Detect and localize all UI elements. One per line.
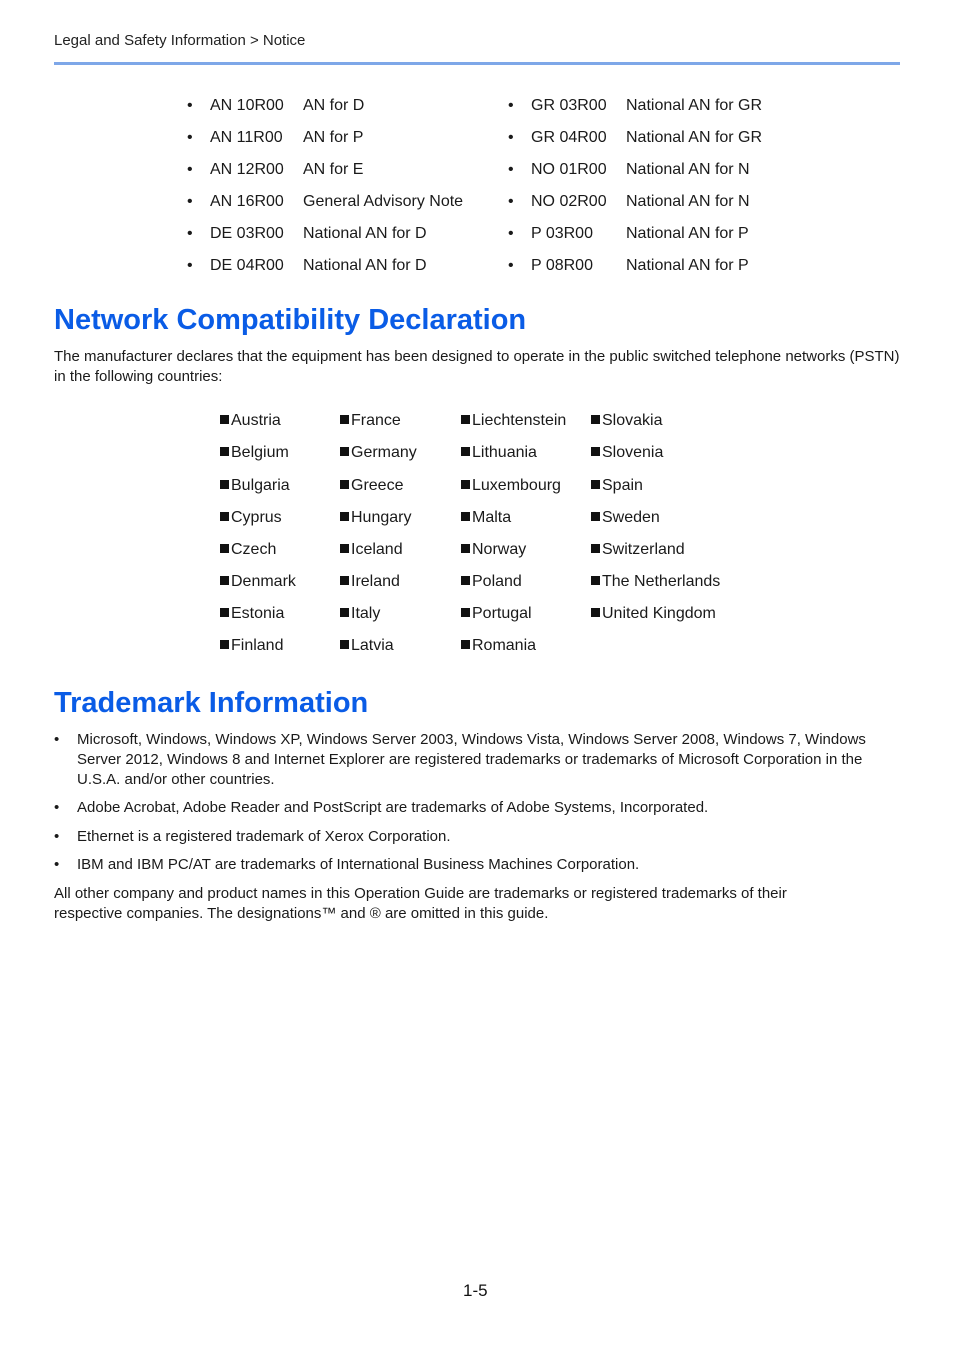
an-code: DE 04R00 [210, 257, 284, 274]
country-item [461, 604, 532, 624]
country-name: Czech [231, 541, 277, 558]
country-item [220, 443, 289, 463]
square-bullet-icon [591, 512, 600, 521]
an-description: National AN for GR [626, 129, 763, 146]
an-description: National AN for P [626, 225, 749, 242]
square-bullet-icon [220, 640, 229, 649]
an-description: AN for P [303, 129, 364, 146]
country-name: Sweden [602, 509, 660, 526]
an-description: AN for D [303, 97, 365, 114]
bullet: • [187, 129, 193, 146]
country-item [591, 540, 685, 560]
bullet: • [187, 97, 193, 114]
square-bullet-icon [461, 512, 470, 521]
breadcrumb: Legal and Safety Information > Notice [54, 32, 306, 49]
bullet: • [508, 225, 514, 242]
square-bullet-icon [220, 415, 229, 424]
square-bullet-icon [591, 480, 600, 489]
country-name: Latvia [351, 637, 394, 654]
square-bullet-icon [340, 608, 349, 617]
bullet: • [54, 799, 60, 816]
country-item [220, 411, 281, 431]
bullet: • [187, 161, 193, 178]
square-bullet-icon [220, 480, 229, 489]
square-bullet-icon [591, 415, 600, 424]
an-description: National AN for N [626, 161, 750, 178]
square-bullet-icon [220, 447, 229, 456]
an-description: National AN for D [303, 257, 427, 274]
an-code: P 08R00 [531, 257, 593, 274]
country-item [340, 572, 400, 592]
an-code: NO 01R00 [531, 161, 607, 178]
country-name: Finland [231, 637, 284, 654]
country-item [220, 604, 284, 624]
country-item [591, 604, 716, 624]
bullet: • [508, 129, 514, 146]
square-bullet-icon [220, 576, 229, 585]
country-item [461, 636, 536, 656]
trademark-text: Adobe Acrobat, Adobe Reader and PostScript are trademarks of Adobe Systems, Incorporated. [77, 799, 709, 816]
square-bullet-icon [340, 480, 349, 489]
country-name: Estonia [231, 605, 285, 622]
country-name: Hungary [351, 509, 412, 526]
square-bullet-icon [340, 415, 349, 424]
an-description: National AN for GR [626, 97, 763, 114]
square-bullet-icon [340, 447, 349, 456]
bullet: • [187, 257, 193, 274]
network-intro: The manufacturer declares that the equipment has been designed to operate in the public switched telephone networks (PSTN) in the following countries: [54, 348, 900, 385]
country-name: United Kingdom [602, 605, 716, 622]
square-bullet-icon [591, 447, 600, 456]
country-item [340, 540, 403, 560]
country-item [461, 572, 522, 592]
country-name: The Netherlands [602, 573, 721, 590]
square-bullet-icon [340, 512, 349, 521]
country-name: Liechtenstein [472, 412, 567, 429]
square-bullet-icon [461, 576, 470, 585]
country-name: Romania [472, 637, 537, 654]
an-code: NO 02R00 [531, 193, 607, 210]
country-item [591, 443, 663, 463]
square-bullet-icon [220, 512, 229, 521]
trademark-text: Ethernet is a registered trademark of Xerox Corporation. [77, 828, 451, 845]
header-divider [54, 62, 900, 65]
an-description: National AN for D [303, 225, 427, 242]
country-name: Bulgaria [231, 477, 290, 494]
country-name: Poland [472, 573, 522, 590]
country-name: Germany [351, 444, 417, 461]
square-bullet-icon [461, 415, 470, 424]
an-code: AN 12R00 [210, 161, 284, 178]
country-name: Portugal [472, 605, 532, 622]
country-name: Malta [472, 509, 512, 526]
country-item [340, 443, 417, 463]
trademark-footnote: All other company and product names in this Operation Guide are trademarks or registered trademarks of their respective companies. The designations™ and ® are omitted in this guide. [54, 885, 787, 922]
an-description: National AN for N [626, 193, 750, 210]
country-item [591, 411, 662, 431]
bullet: • [187, 193, 193, 210]
country-name: Italy [351, 605, 381, 622]
square-bullet-icon [340, 640, 349, 649]
square-bullet-icon [461, 608, 470, 617]
bullet: • [508, 97, 514, 114]
square-bullet-icon [340, 544, 349, 553]
country-name: Spain [602, 477, 643, 494]
country-item [461, 476, 561, 496]
square-bullet-icon [591, 608, 600, 617]
trademark-text: Microsoft, Windows, Windows XP, Windows Server 2003, Windows Vista, Windows Server 2008, Windows 7, Windows Server 2012, Windows 8 and Internet Explorer are registered trademarks or trademarks of Microsoft Corporation in the U.S.A. and/or other countries. [77, 731, 866, 788]
an-description: National AN for P [626, 257, 749, 274]
country-item [340, 636, 394, 656]
an-code: GR 03R00 [531, 97, 607, 114]
bullet: • [508, 257, 514, 274]
country-item [461, 411, 566, 431]
an-description: AN for E [303, 161, 364, 178]
country-name: Slovenia [602, 444, 664, 461]
country-item [461, 508, 511, 528]
square-bullet-icon [461, 640, 470, 649]
country-name: Luxembourg [472, 477, 561, 494]
bullet: • [508, 193, 514, 210]
country-name: Iceland [351, 541, 403, 558]
country-name: Greece [351, 477, 404, 494]
square-bullet-icon [340, 576, 349, 585]
an-description: General Advisory Note [303, 193, 464, 210]
square-bullet-icon [220, 544, 229, 553]
country-item [220, 572, 296, 592]
an-code: AN 11R00 [210, 129, 283, 146]
bullet: • [187, 225, 193, 242]
an-code: AN 16R00 [210, 193, 284, 210]
bullet: • [54, 856, 60, 873]
square-bullet-icon [591, 576, 600, 585]
country-name: Switzerland [602, 541, 685, 558]
country-name: Belgium [231, 444, 289, 461]
country-item [340, 411, 401, 431]
square-bullet-icon [220, 608, 229, 617]
country-item [591, 508, 660, 528]
page-number: 1-5 [463, 1281, 488, 1300]
country-item [220, 636, 283, 656]
country-name: Cyprus [231, 509, 282, 526]
country-item [461, 443, 537, 463]
section-heading-trademark: Trademark Information [54, 687, 369, 719]
country-item [591, 476, 643, 496]
trademark-text: IBM and IBM PC/AT are trademarks of International Business Machines Corporation. [77, 856, 640, 873]
country-name: Slovakia [602, 412, 663, 429]
country-item [220, 540, 276, 560]
bullet: • [508, 161, 514, 178]
country-item [340, 604, 380, 624]
square-bullet-icon [461, 544, 470, 553]
square-bullet-icon [591, 544, 600, 553]
country-name: Denmark [231, 573, 296, 590]
an-code: AN 10R00 [210, 97, 284, 114]
country-name: France [351, 412, 401, 429]
country-item [591, 572, 720, 592]
country-item [220, 476, 290, 496]
country-name: Lithuania [472, 444, 537, 461]
square-bullet-icon [461, 447, 470, 456]
country-item [340, 476, 403, 496]
section-heading-network: Network Compatibility Declaration [54, 304, 527, 336]
bullet: • [54, 731, 60, 748]
country-name: Ireland [351, 573, 400, 590]
country-item [461, 540, 526, 560]
country-item [340, 508, 411, 528]
country-item [220, 508, 282, 528]
an-code: DE 03R00 [210, 225, 284, 242]
square-bullet-icon [461, 480, 470, 489]
country-name: Norway [472, 541, 527, 558]
bullet: • [54, 828, 60, 845]
an-code: P 03R00 [531, 225, 593, 242]
an-code: GR 04R00 [531, 129, 607, 146]
country-name: Austria [231, 412, 281, 429]
